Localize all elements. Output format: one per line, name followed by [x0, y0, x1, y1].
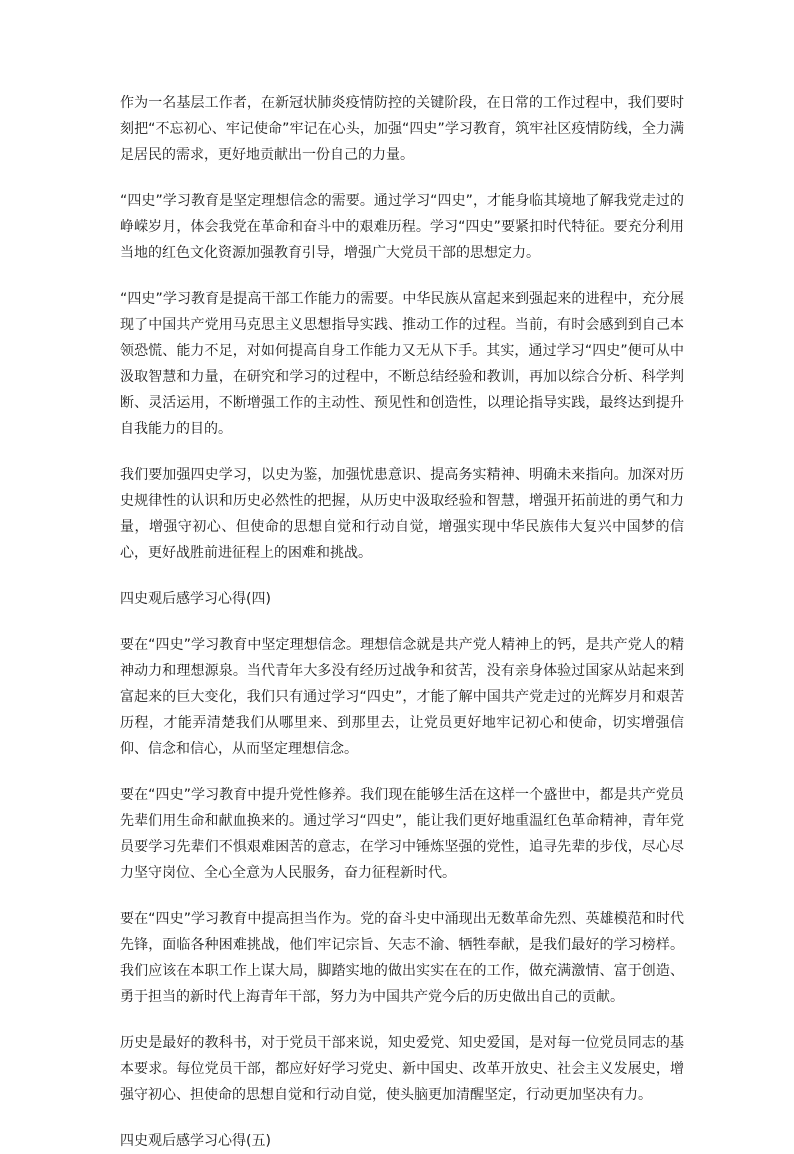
- paragraph-party-spirit: 要在“四史”学习教育中提升党性修养。我们现在能够生活在这样一个盛世中，都是共产党员先辈们用生命和献血换来的。通过学习“四史”，能让我们更好地重温红色革命精神，青年党员要学习先辈们不惧艰难困苦的意志，在学习中锤炼坚强的党性，追寻先辈的步伐，尽心尽力坚守岗位、全心全意为人民服务，奋力征程新时代。: [120, 787, 684, 881]
- paragraph-intro: 作为一名基层工作者，在新冠状肺炎疫情防控的关键阶段，在日常的工作过程中，我们要时刻把“不忘初心、牢记使命”牢记在心头，加强“四史”学习教育，筑牢社区疫情防线，全力满足居民的需求，更好地贡献出一份自己的力量。: [120, 95, 684, 163]
- paragraph-ability: “四史”学习教育是提高干部工作能力的需要。中华民族从富起来到强起来的进程中，充分展现了中国共产党用马克思主义思想指导实践、推动工作的过程。当前，有时会感到到自己本领恐慌、能力不足，对如何提高自身工作能力又无从下手。其实，通过学习“四史”便可从中汲取智慧和力量，在研究和学习的过程中，不断总结经验和教训，再加以综合分析、科学判断、灵活运用，不断增强工作的主动性、预见性和创造性，以理论指导实践，最终达到提升自我能力的目的。: [120, 291, 684, 437]
- section-heading-4: 四史观后感学习心得(四): [120, 591, 271, 607]
- paragraph-lessons: 我们要加强四史学习，以史为鉴，加强忧患意识、提高务实精神、明确未来指向。加深对历史规律性的认识和历史必然性的把握，从历史中汲取经验和智慧，增强开拓前进的勇气和力量，增强守初心、但使命的思想自觉和行动自觉，增强实现中华民族伟大复兴中国梦的信心，更好战胜前进征程上的困难和挑战。: [120, 467, 684, 561]
- paragraph-ideals: “四史”学习教育是坚定理想信念的需要。通过学习“四史”，才能身临其境地了解我党走过的峥嵘岁月，体会我党在革命和奋斗中的艰难历程。学习“四史”要紧扣时代特征。要充分利用当地的红色文化资源加强教育引导，增强广大党员干部的思想定力。: [120, 193, 684, 261]
- paragraph-responsibility: 要在“四史”学习教育中提高担当作为。党的奋斗史中涌现出无数革命先烈、英雄模范和时代先锋，面临各种困难挑战，他们牢记宗旨、矢志不渝、牺牲奉献，是我们最好的学习榜样。我们应该在本职工作上谋大局，脚踏实地的做出实实在在的工作，做充满激情、富于创造、勇于担当的新时代上海青年干部，努力为中国共产党今后的历史做出自己的贡献。: [120, 911, 684, 1005]
- paragraph-faith: 要在“四史”学习教育中坚定理想信念。理想信念就是共产党人精神上的钙，是共产党人的精神动力和理想源泉。当代青年大多没有经历过战争和贫苦，没有亲身体验过国家从站起来到富起来的巨大变化，我们只有通过学习“四史”，才能了解中国共产党走过的光辉岁月和艰苦历程，才能弄清楚我们从哪里来、到那里去，让党员更好地牢记初心和使命，切实增强信仰、信念和信心，从而坚定理想信念。: [120, 637, 684, 757]
- section-heading-5: 四史观后感学习心得(五): [120, 1133, 271, 1149]
- paragraph-textbook: 历史是最好的教科书，对于党员干部来说，知史爱党、知史爱国，是对每一位党员同志的基本要求。每位党员干部，都应好好学习党史、新中国史、改革开放史、社会主义发展史，增强守初心、担使命的思想自觉和行动自觉，使头脑更加清醒坚定，行动更加坚决有力。: [120, 1035, 684, 1103]
